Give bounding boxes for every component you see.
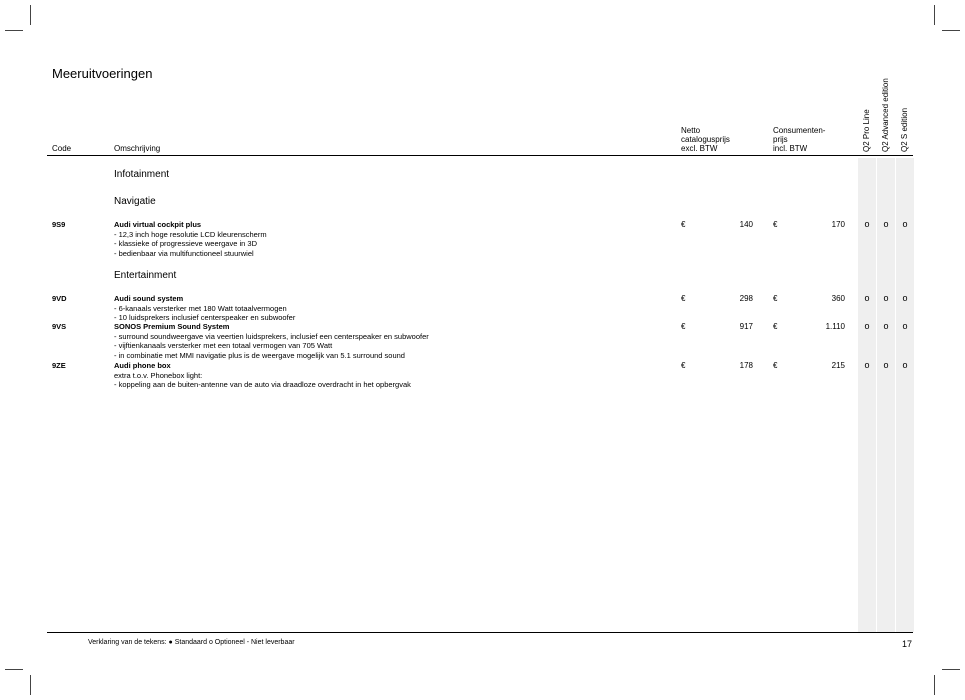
header-consumer-price: Consumenten- prijs incl. BTW — [773, 126, 826, 153]
crop-mark — [934, 675, 935, 695]
euro-sign: € — [681, 361, 686, 370]
item-description: Audi phone box extra t.o.v. Phonebox light: - koppeling aan de buiten-antenne van de auto via draadloze overdracht in het opbergvak — [114, 361, 411, 390]
item-description: Audi virtual cockpit plus - 12,3 inch hoge resolutie LCD kleurenscherm - klassieke of progressieve weergave in 3D - bedienbaar via multifunctioneel stuurwiel — [114, 220, 267, 259]
header-edition-s: Q2 S edition — [900, 107, 909, 152]
edition-column-shade — [896, 158, 914, 632]
option-s: o — [902, 360, 908, 370]
section-entertainment: Entertainment — [114, 270, 177, 281]
item-code: 9S9 — [52, 220, 66, 229]
header-description: Omschrijving — [114, 144, 161, 153]
euro-sign: € — [681, 322, 686, 331]
crop-mark — [30, 5, 31, 25]
option-advanced: o — [883, 360, 889, 370]
option-s: o — [902, 293, 908, 303]
header-edition-pro-line: Q2 Pro Line — [862, 109, 871, 152]
euro-sign: € — [681, 220, 686, 229]
item-code: 9VD — [52, 294, 67, 303]
option-advanced: o — [883, 321, 889, 331]
header-code: Code — [52, 144, 72, 153]
page-number: 17 — [902, 639, 913, 649]
euro-sign: € — [773, 294, 778, 303]
crop-mark — [5, 669, 23, 670]
net-price: 917 — [739, 322, 753, 331]
euro-sign: € — [773, 322, 778, 331]
legend: Verklaring van de tekens: ● Standaard o Optioneel - Niet leverbaar — [88, 639, 295, 646]
option-pro-line: o — [864, 321, 870, 331]
consumer-price: 360 — [831, 294, 845, 303]
net-price: 298 — [739, 294, 753, 303]
header-divider — [47, 155, 913, 156]
header-edition-advanced: Q2 Advanced edition — [881, 78, 890, 152]
footer-divider — [47, 632, 913, 633]
consumer-price: 170 — [831, 220, 845, 229]
option-pro-line: o — [864, 219, 870, 229]
item-description: SONOS Premium Sound System - surround soundweergave via veertien luidsprekers, inclusief een centerspeaker en subwoofer - vijftienkanaals versterker met een totaal vermogen van 705 Watt - in combinatie met MMI navigatie plus is de weergave mogelijk van 5.1 surround sound — [114, 322, 429, 361]
crop-mark — [5, 30, 23, 31]
item-code: 9ZE — [52, 361, 66, 370]
option-pro-line: o — [864, 293, 870, 303]
net-price: 140 — [739, 220, 753, 229]
consumer-price: 1.110 — [825, 322, 845, 331]
net-price: 178 — [739, 361, 753, 370]
section-infotainment: Infotainment — [114, 169, 170, 180]
crop-mark — [942, 669, 960, 670]
edition-column-shade — [877, 158, 895, 632]
consumer-price: 215 — [831, 361, 845, 370]
item-description: Audi sound system - 6-kanaals versterker met 180 Watt totaalvermogen - 10 luidsprekers inclusief centerspeaker en subwoofer — [114, 294, 296, 323]
option-advanced: o — [883, 293, 889, 303]
option-advanced: o — [883, 219, 889, 229]
option-s: o — [902, 219, 908, 229]
page-title: Meeruitvoeringen — [52, 66, 153, 81]
euro-sign: € — [773, 361, 778, 370]
item-code: 9VS — [52, 322, 67, 331]
header-net-price: Netto catalogusprijs excl. BTW — [681, 126, 730, 153]
crop-mark — [30, 675, 31, 695]
option-pro-line: o — [864, 360, 870, 370]
crop-mark — [942, 30, 960, 31]
section-navigatie: Navigatie — [114, 196, 156, 207]
euro-sign: € — [773, 220, 778, 229]
edition-column-shade — [858, 158, 876, 632]
crop-mark — [934, 5, 935, 25]
euro-sign: € — [681, 294, 686, 303]
option-s: o — [902, 321, 908, 331]
